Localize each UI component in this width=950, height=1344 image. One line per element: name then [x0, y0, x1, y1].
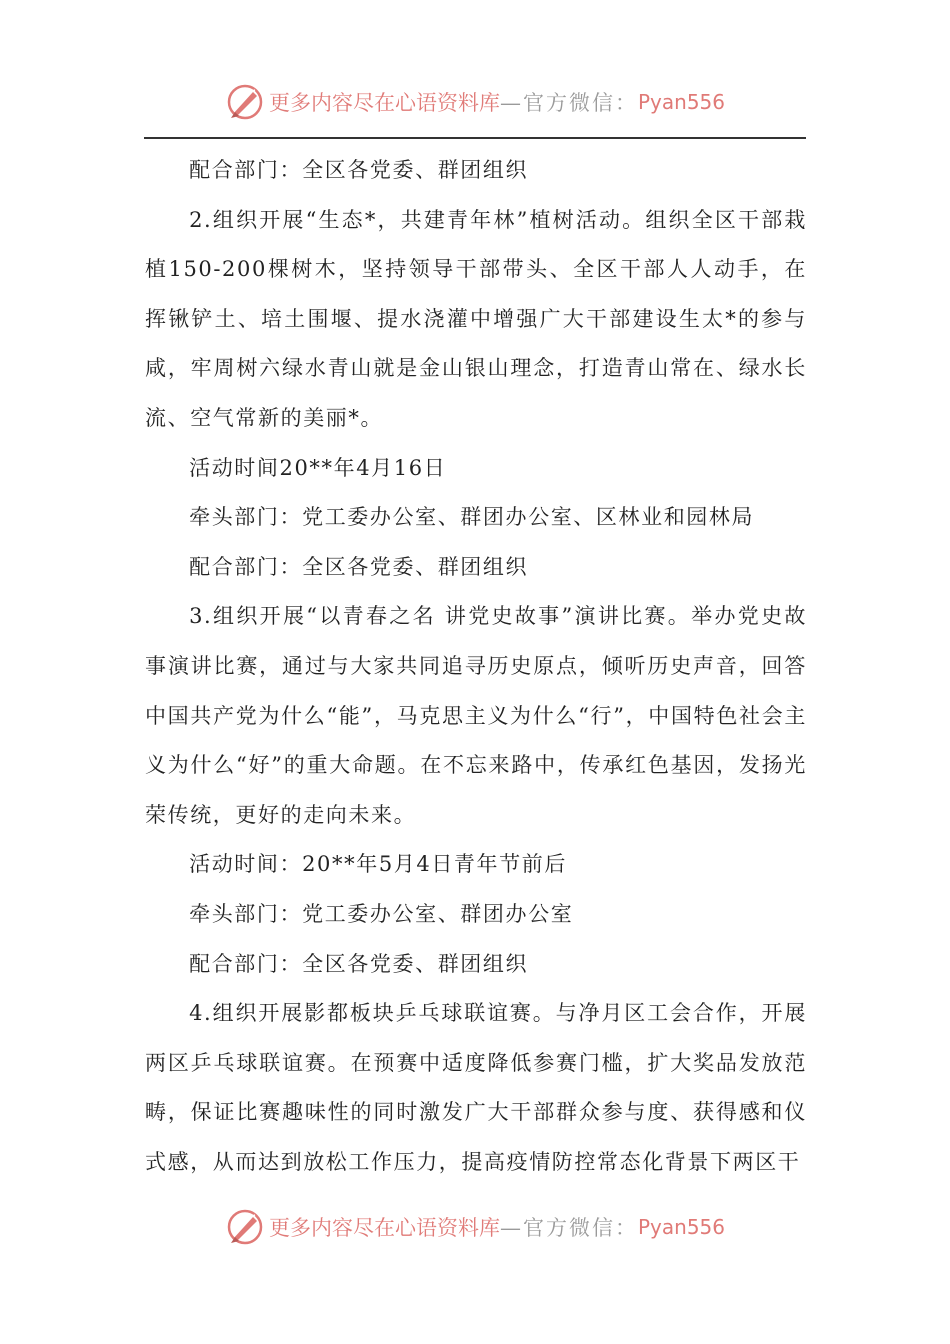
banner-account: Pyan556 [637, 1215, 725, 1239]
paragraph: 3.组织开展“以青春之名 讲党史故事”演讲比赛。举办党史故事演讲比赛，通过与大家共同追寻历史原点，倾听历史声音，回答中国共产党为什么“能”，马克思主义为什么“行”，中国特色社会主义为什么“好”的重大命题。在不忘来路中，传承红色基因，发扬光荣传统，更好的走向未来。 [145, 604, 807, 827]
paragraph: 配合部门：全区各党委、群团组织 [189, 951, 529, 976]
pen-logo-icon [225, 1207, 265, 1247]
banner-account: Pyan556 [637, 90, 725, 114]
banner-official-label: —官方微信： [499, 1216, 638, 1240]
paragraph: 牵头部门：党工委办公室、群团办公室 [189, 901, 574, 926]
footer-banner [0, 1205, 950, 1249]
pen-logo-icon [225, 82, 265, 122]
paragraph: 活动时间20**年4月16日 [189, 455, 447, 480]
paragraph: 牵头部门：党工委办公室、群团办公室、区林业和园林局 [189, 505, 755, 530]
paragraph: 配合部门：全区各党委、群团组织 [189, 158, 529, 182]
banner-official-label: —官方微信： [499, 91, 638, 115]
document-body [145, 146, 807, 1187]
paragraph: 2.组织开展“生态*，共建青年林”植树活动。组织全区干部栽植150-200棵树木，坚持领导干部带头、全区干部人人动手，在挥锹铲土、培土围堰、提水浇灌中增强广大干部建设生太*的参与咸，牢周树六绿水青山就是金山银山理念，打造青山常在、绿水长流、空气常新的美丽*。 [145, 207, 807, 430]
banner-brand-text: 更多内容尽在心语资料库 [268, 1216, 500, 1240]
header-divider [144, 137, 806, 139]
paragraph: 4.组织开展影都板块乒乓球联谊赛。与净月区工会合作，开展两区乒乓球联谊赛。在预赛中适度降低参赛门槛，扩大奖品发放范畴，保证比赛趣味性的同时激发广大干部群众参与度、获得感和仪式感，从而达到放松工作压力，提高疫情防控常态化背景下两区干 [145, 1001, 807, 1174]
header-banner [0, 80, 950, 124]
paragraph: 配合部门：全区各党委、群团组织 [189, 554, 529, 579]
paragraph: 活动时间：20**年5月4日青年节前后 [189, 852, 567, 877]
banner-brand-text: 更多内容尽在心语资料库 [268, 91, 500, 115]
